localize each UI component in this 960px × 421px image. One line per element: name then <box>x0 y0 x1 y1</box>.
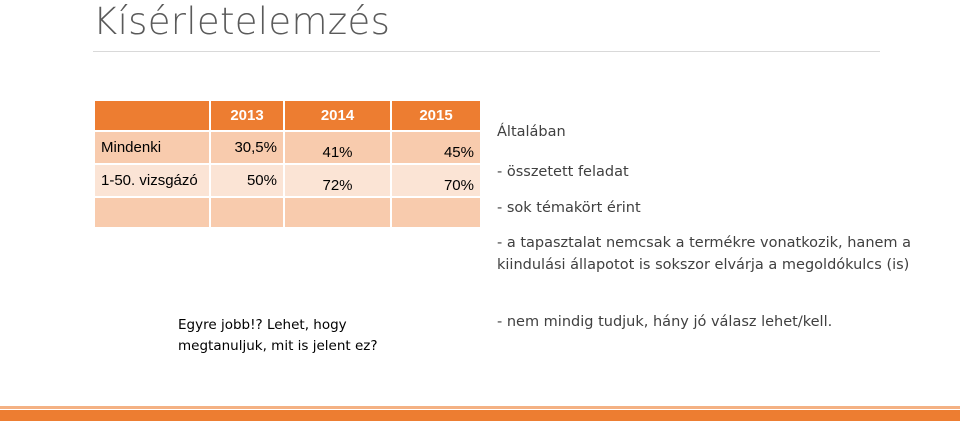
table-cell <box>284 197 391 228</box>
table-cell: 41% <box>284 131 391 164</box>
table-cell <box>391 197 481 228</box>
table-header-cell: 2013 <box>210 100 284 131</box>
analysis-item: - nem mindig tudjuk, hány jó válasz lehet/kell. <box>497 314 833 330</box>
table-row <box>94 131 481 164</box>
note-text: Egyre jobb!? Lehet, hogy megtanuljuk, mit is jelent ez? <box>178 317 378 354</box>
table-row <box>94 164 481 197</box>
footer-accent-bar <box>0 410 960 421</box>
table-header-cell <box>94 100 210 131</box>
analysis-item: - sok témakört érint <box>497 200 641 216</box>
table-cell: 1-50. vizsgázó <box>94 164 210 197</box>
table-row <box>94 197 481 228</box>
table-header-row <box>94 100 481 131</box>
table-cell: Mindenki <box>94 131 210 164</box>
title-divider <box>93 51 880 52</box>
analysis-item: - összetett feladat <box>497 164 629 180</box>
table-cell: 70% <box>391 164 481 197</box>
table-cell <box>210 197 284 228</box>
analysis-heading: Általában <box>497 124 566 140</box>
analysis-item: - a tapasztalat nemcsak a termékre vonatkozik, hanem a kiindulási állapotot is sokszor elvárja a megoldókulcs (is) <box>497 235 912 273</box>
table-cell <box>94 197 210 228</box>
table-header-cell: 2014 <box>284 100 391 131</box>
results-table <box>93 99 482 229</box>
table-cell: 50% <box>210 164 284 197</box>
table-cell: 30,5% <box>210 131 284 164</box>
table-cell: 72% <box>284 164 391 197</box>
slide-title: Kísérletelemzés <box>93 0 391 43</box>
table-cell: 45% <box>391 131 481 164</box>
table-header-cell: 2015 <box>391 100 481 131</box>
